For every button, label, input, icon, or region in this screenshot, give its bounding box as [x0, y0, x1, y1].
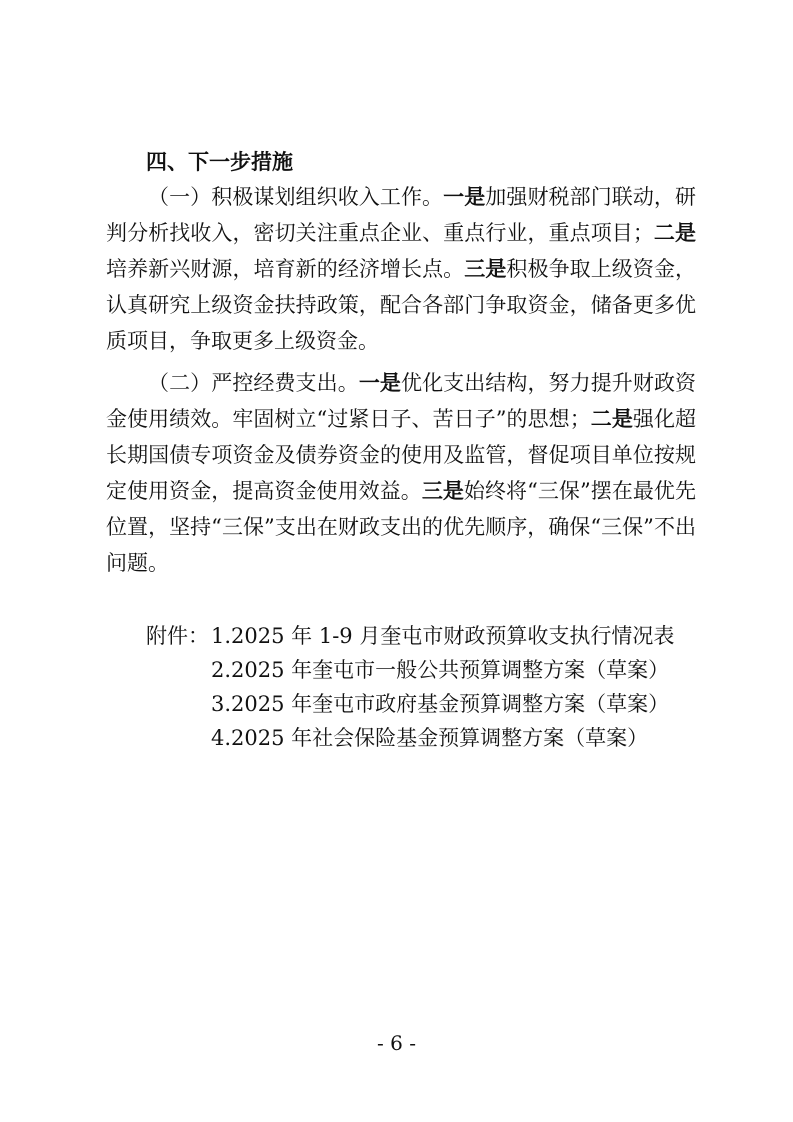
- point-three-label: 三是: [421, 479, 464, 503]
- point-three-text: 积极争取上级资金，认真研究上级资金扶持政策，配合各部门争取资金，储备更多优质项目，争取更多上级资金。: [106, 257, 697, 353]
- attachment-row: [146, 721, 674, 755]
- point-one-label: 一是: [358, 371, 401, 395]
- attachment-row: [146, 619, 674, 653]
- paragraph-expenditure: [106, 365, 696, 581]
- point-one-text: 优化支出结构，努力提升财政资金使用绩效。牢固树立“过紧日子、苦日子”的思想；: [106, 371, 697, 431]
- subheading-expenditure: （二）严控经费支出。: [148, 371, 359, 395]
- paragraph-revenue: [106, 179, 696, 359]
- point-three-text: 始终将“三保”摆在最优先位置，坚持“三保”支出在财政支出的优先顺序，确保“三保”不出问题。: [106, 479, 696, 575]
- attachment-item-3: 3.2025 年奎屯市政府基金预算调整方案（草案）: [211, 692, 670, 716]
- point-two-label: 二是: [590, 407, 633, 431]
- section-heading: 四、下一步措施: [146, 150, 293, 174]
- attachment-row: [146, 653, 674, 687]
- point-three-label: 三是: [464, 257, 507, 281]
- point-two-text: 强化超长期国债专项资金及债券资金的使用及监管，督促项目单位按规定使用资金，提高资金使用效益。: [106, 407, 696, 503]
- point-two-text: 培养新兴财源，培育新的经济增长点。: [106, 257, 465, 281]
- page-number: - 6 -: [377, 1031, 416, 1055]
- attachment-row: [146, 687, 674, 721]
- attachment-item-2: 2.2025 年奎屯市一般公共预算调整方案（草案）: [211, 658, 670, 682]
- point-one-text: 加强财税部门联动，研判分析找收入，密切关注重点企业、重点行业，重点项目；: [106, 185, 697, 245]
- paragraph-revenue-text: [106, 179, 696, 359]
- attachments-label: 附件：: [146, 624, 209, 648]
- subheading-revenue: （一）积极谋划组织收入工作。: [148, 185, 444, 209]
- attachment-item-4: 4.2025 年社会保险基金预算调整方案（草案）: [211, 726, 649, 750]
- point-one-label: 一是: [443, 185, 486, 209]
- attachment-item-1: 1.2025 年 1-9 月奎屯市财政预算收支执行情况表: [211, 624, 675, 648]
- attachments-list: [146, 619, 674, 755]
- point-two-label: 二是: [653, 221, 697, 245]
- paragraph-expenditure-text: [106, 365, 696, 581]
